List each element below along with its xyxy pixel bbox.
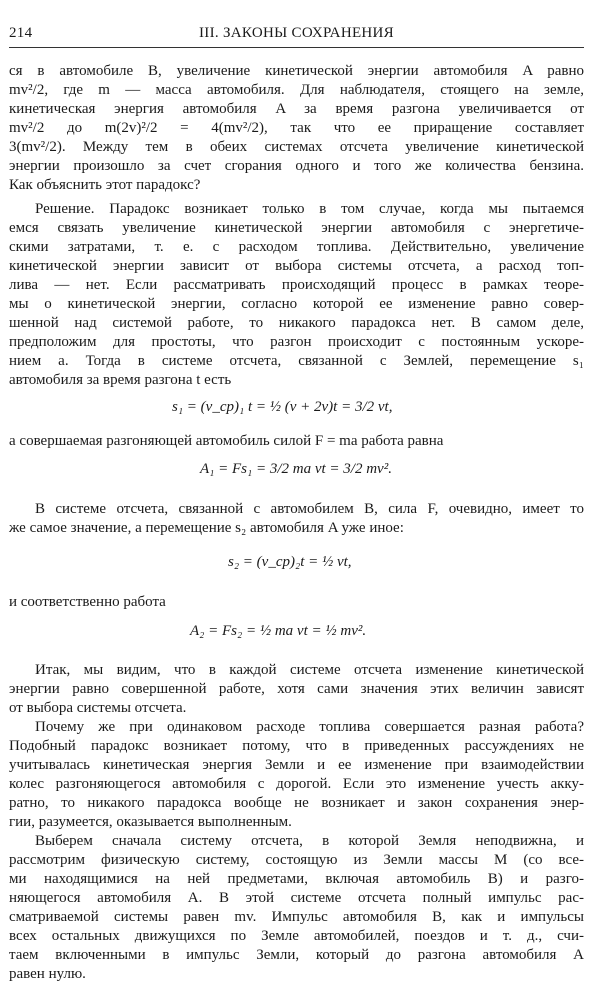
text-line: Решение. Парадокс возникает только в том случае, когда мы пытаемся xyxy=(35,201,584,217)
text-line: рассмотрим физическую систему, состоящую из Земли массы M (со все- xyxy=(9,852,584,868)
text-line: от выбора системы отсчета. xyxy=(9,700,187,716)
text-line: Выберем сначала систему отсчета, в которой Земля неподвижна, и xyxy=(35,833,584,849)
text-line: В системе отсчета, связанной с автомобилем B, сила F, очевидно, имеет то xyxy=(35,501,584,517)
text-line: нием a. Тогда в системе отсчета, связанной с Землей, перемещение s₁ xyxy=(9,353,584,369)
text-line: и соответственно работа xyxy=(9,594,166,610)
text-line: учитывалась кинетическая энергия Земли и ее изменение при взаимодействии xyxy=(9,757,584,773)
text-line: скими затратами, т. е. с расходом топлива. Действительно, увеличение xyxy=(9,239,584,255)
text-line: всех остальных движущихся по Земле автомобилей, поездов и т. д., счи- xyxy=(9,928,584,944)
text-line: таем включенными в импульс Земли, который до разгона автомобиля A xyxy=(9,947,584,963)
formula-a1: A₁ = Fs₁ = 3/2 ma vt = 3/2 mv². xyxy=(200,461,392,477)
text-line: Почему же при одинаковом расходе топлива совершается разная работа? xyxy=(35,719,584,735)
page-number: 214 xyxy=(9,25,33,41)
text-line: энергии равно совершенной работе, хотя сами значения этих величин зависят xyxy=(9,681,584,697)
text-line: ми находящимися на ней предметами, включая автомобиль B) и разго- xyxy=(9,871,584,887)
text-line: 3(mv²/2). Между тем в обеих системах отсчета увеличение кинетической xyxy=(9,139,584,155)
text-line: шенной над системой работе, то никакого парадокса нет. В самом деле, xyxy=(9,315,584,331)
text-line: мы о кинетической энергии, согласно которой ее изменение равно совер- xyxy=(9,296,584,312)
formula-s1: s₁ = (v_ср)₁ t = ½ (v + 2v)t = 3/2 vt, xyxy=(172,399,393,415)
text-line: Как объяснить этот парадокс? xyxy=(9,177,201,193)
text-line: кинетическая энергия автомобиля A за время разгона увеличивается от xyxy=(9,101,584,117)
text-line: mv²/2, где m — масса автомобиля. Для наблюдателя, стоящего на земле, xyxy=(9,82,584,98)
formula-a2: A₂ = Fs₂ = ½ ma vt = ½ mv². xyxy=(190,623,367,639)
text-line: же самое значение, а перемещение s₂ автомобиля A уже иное: xyxy=(9,520,404,536)
page-header xyxy=(9,25,586,47)
text-line: а совершаемая разгоняющей автомобиль силой F = ma работа равна xyxy=(9,433,444,449)
text-line: Подобный парадокс возникает потому, что в приведенных рассуждениях не xyxy=(9,738,584,754)
text-line: mv²/2 до m(2v)²/2 = 4(mv²/2), так что ее приращение составляет xyxy=(9,120,584,136)
text-line: энергии произошло за счет сгорания одного и того же количества бензина. xyxy=(9,158,584,174)
text-line: емся связать увеличение кинетической энергии автомобиля с энергетиче- xyxy=(9,220,584,236)
header-rule xyxy=(9,47,584,48)
text-line: ся в автомобиле B, увеличение кинетической энергии автомобиля A равно xyxy=(9,63,584,79)
text-line: кинетической энергии зависит от выбора системы отсчета, а расход топ- xyxy=(9,258,584,274)
text-line: сматриваемой системы равен mv. Импульс автомобиля B, как и импульсы xyxy=(9,909,584,925)
text-line: равен нулю. xyxy=(9,966,86,982)
text-line: лива — нет. Если рассматривать происходящий процесс в рамках теоре- xyxy=(9,277,584,293)
text-line: ратно, то никакого парадокса вообще не возникает и закон сохранения энер- xyxy=(9,795,584,811)
formula-s2: s₂ = (v_ср)₂t = ½ vt, xyxy=(228,554,352,570)
text-line: предположим для простоты, что разгон происходит с постоянным ускоре- xyxy=(9,334,584,350)
text-line: колес разгоняющегося автомобиля с дорогой. Если это изменение учесть акку- xyxy=(9,776,584,792)
text-line: автомобиля за время разгона t есть xyxy=(9,372,232,388)
running-head: III. ЗАКОНЫ СОХРАНЕНИЯ xyxy=(199,25,394,41)
text-line: Итак, мы видим, что в каждой системе отсчета изменение кинетической xyxy=(35,662,584,678)
text-line: няющегося автомобиля A. В этой системе отсчета полный импульс рас- xyxy=(9,890,584,906)
text-line: гии, разумеется, оказывается выполненным. xyxy=(9,814,292,830)
